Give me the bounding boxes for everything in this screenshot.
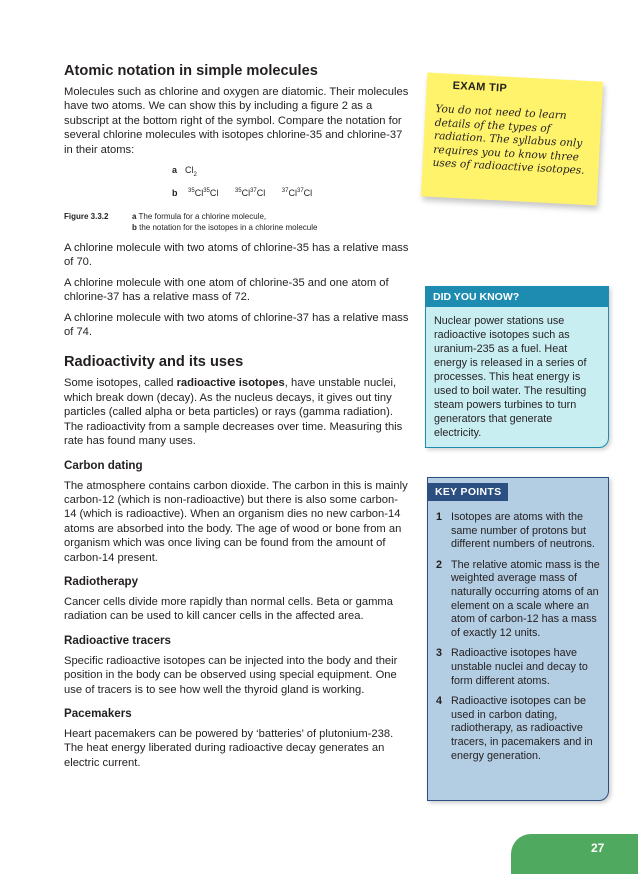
key-points-list [436,511,602,770]
formula-a: a $Cl_2$ [172,165,197,178]
did-you-know-title: DID YOU KNOW? [426,287,608,307]
key-point: 3 Radioactive isotopes have unstable nuclei and decay to form different atoms. [436,647,588,687]
main-column [64,62,410,776]
did-you-know-box [425,286,609,448]
exam-tip-text: You do not need to learn details of the types of radiation. The syllabus only requires you to know three uses of radioactive isotopes. [432,102,585,177]
paragraph-mass-74: A chlorine molecule with two atoms of chlorine-37 has a relative mass of 74. [64,311,409,339]
section-heading-radioactivity: Radioactivity and its uses [64,354,244,371]
subheading-radioactive-tracers: Radioactive tracers [64,633,171,647]
paragraph-carbon-dating: The atmosphere contains carbon dioxide. The carbon in this is mainly carbon-12 (which is non-radioactive) but there is also some carbon-14 (which is radioactive). When an organism dies no new carbon-14 atoms are absorbed into the body. The age of wood or bone from an organism which was once living can be found from the amount of carbon-14 present. [64,479,408,564]
isotope-pair: $^{37}$Cl$^{37}$Cl [281,188,313,199]
key-points-box [427,477,609,801]
exam-tip-note [421,72,603,205]
exam-tip-title: EXAM TIP [452,79,508,95]
subheading-radiotherapy: Radiotherapy [64,574,139,588]
did-you-know-text: Nuclear power stations use radioactive isotopes such as uranium-235 as a fuel. Heat energy is released in a series of processes. This heat energy is used to boil water. The resulting steam powers turbines to turn generators that generate electricity. [434,315,587,439]
figure-formulas [64,163,410,205]
paragraph-mass-72: A chlorine molecule with one atom of chlorine-35 and one atom of chlorine-37 has a relative mass of 72. [64,276,389,304]
key-point: 4 Radioactive isotopes can be used in carbon dating, radiotherapy, as radioactive tracers, in pacemakers and in energy generation. [436,695,593,762]
figure-label: Figure 3.3.2 [64,212,109,222]
paragraph-mass-70: A chlorine molecule with two atoms of chlorine-35 has a relative mass of 70. [64,242,409,269]
paragraph-pacemakers: Heart pacemakers can be powered by ‘batteries’ of plutonium-238. The heat energy liberated during radioactive decay generates an electric current. [64,727,394,769]
page-number: 27 [591,841,605,855]
paragraph-radioactive-tracers: Specific radioactive isotopes can be injected into the body and their position in the body can be observed using special equipment. One use of tracers is to see how well the thyroid gland is working. [64,654,398,696]
paragraph-intro: Molecules such as chlorine and oxygen are diatomic. Their molecules have two atoms. We can show this by including a figure 2 as a subscript at the bottom right of the symbol. Compare the notation for several chlorine molecules with isotopes chlorine-35 and chlorine-37 in their atoms: [64,86,409,156]
formula-b: b $^{35}$Cl$^{35}$Cl $^{35}$Cl$^{37}$Cl $^{37}$Cl$^{37}$Cl [172,188,313,199]
key-point: 2 The relative atomic mass is the weighted average mass of naturally occurring atoms of an element on a scale where an atom of carbon-12 has a mass of exactly 12 units. [436,558,600,639]
isotope-pair: $^{35}$Cl$^{37}$Cl [234,188,266,199]
subheading-pacemakers: Pacemakers [64,706,132,720]
key-points-title: KEY POINTS [428,483,508,501]
subheading-carbon-dating: Carbon dating [64,458,143,472]
isotope-pair: $^{35}$Cl$^{35}$Cl [188,188,219,199]
section-heading-atomic-notation: Atomic notation in simple molecules [64,63,318,79]
key-point: 1 Isotopes are atoms with the same number of protons but different numbers of neutrons. [436,511,595,551]
figure-caption: Figure 3.3.2 a The formula for a chlorine molecule, b the notation for the isotopes in a chlorine molecule [64,212,318,233]
paragraph-radiotherapy: Cancer cells divide more rapidly than normal cells. Beta or gamma radiation can be used to kill cancer cells in the affected area. [64,595,393,623]
page-number-tab [511,834,638,874]
paragraph-radioactivity-intro: Some isotopes, called radioactive isotopes, have unstable nuclei, which break down (decay). As the nucleus decays, it gives out tiny particles (called alpha or beta particles) or rays (gamma radiation). The radioactivity from a sample decreases over time. Measuring this rate has found many uses. [64,377,403,448]
